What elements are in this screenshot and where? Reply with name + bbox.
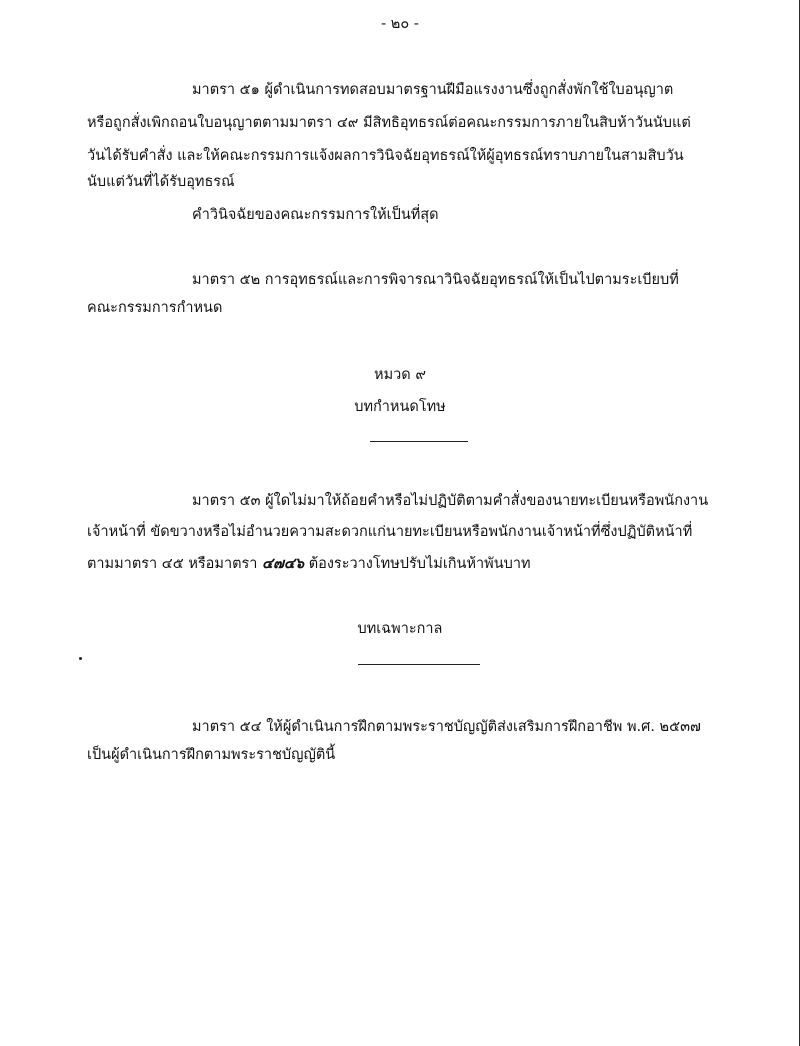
transitional-title: บทเฉพาะกาล xyxy=(357,621,443,637)
section-51-line-5: คำวินิจฉัยของคณะกรรมการให้เป็นที่สุด xyxy=(192,207,439,223)
section-54-line-2: เป็นผู้ดำเนินการฝึกตามพระราชบัญญัตินี้ xyxy=(87,747,336,763)
section-53-line-3-suffix: ต้องระวางโทษปรับไม่เกินห้าพันบาท xyxy=(304,556,531,572)
chapter-title: บทกำหนดโทษ xyxy=(354,399,446,415)
section-51-line-1: มาตรา ๕๑ ผู้ดำเนินการทดสอบมาตรฐานฝีมือแรงงานซึ่งถูกสั่งพักใช้ใบอนุญาต xyxy=(192,82,674,98)
section-53-line-1: มาตรา ๕๓ ผู้ใดไม่มาให้ถ้อยคำหรือไม่ปฏิบัติตามคำสั่งของนายทะเบียนหรือพนักงาน xyxy=(192,493,709,509)
chapter-divider xyxy=(370,441,468,442)
section-51-line-2: หรือถูกสั่งเพิกถอนใบอนุญาตตามมาตรา ๔๙ มีสิทธิอุทธรณ์ต่อคณะกรรมการภายในสิบห้าวันนับแต่ xyxy=(87,115,691,131)
section-53-line-3 xyxy=(87,554,531,574)
section-53-line-2: เจ้าหน้าที่ ขัดขวางหรือไม่อำนวยความสะดวกแก่นายทะเบียนหรือพนักงานเจ้าหน้าที่ซึ่งปฏิบัติหน้าที่ xyxy=(87,524,693,540)
scan-speck xyxy=(79,657,82,660)
section-52-line-1: มาตรา ๕๒ การอุทธรณ์และการพิจารณาวินิจฉัยอุทธรณ์ให้เป็นไปตามระเบียบที่ xyxy=(192,272,679,288)
page-number: - ๒๐ - xyxy=(380,16,420,32)
section-52-line-2: คณะกรรมการกำหนด xyxy=(87,300,223,316)
chapter-heading: หมวด ๙ xyxy=(374,367,426,383)
section-51-line-4: นับแต่วันที่ได้รับอุทธรณ์ xyxy=(87,174,235,190)
section-53-line-3-prefix: ตามมาตรา ๔๕ หรือมาตรา xyxy=(87,556,263,572)
section-54-line-1: มาตรา ๕๔ ให้ผู้ดำเนินการฝึกตามพระราชบัญญัติส่งเสริมการฝึกอาชีพ พ.ศ. ๒๕๓๗ xyxy=(192,719,701,735)
handwritten-correction: ๔๗๔๖ xyxy=(262,555,305,572)
transitional-divider xyxy=(358,664,480,665)
section-51-line-3: วันได้รับคำสั่ง และให้คณะกรรมการแจ้งผลการวินิจฉัยอุทธรณ์ให้ผู้อุทธรณ์ทราบภายในสามสิบวัน xyxy=(87,148,684,164)
